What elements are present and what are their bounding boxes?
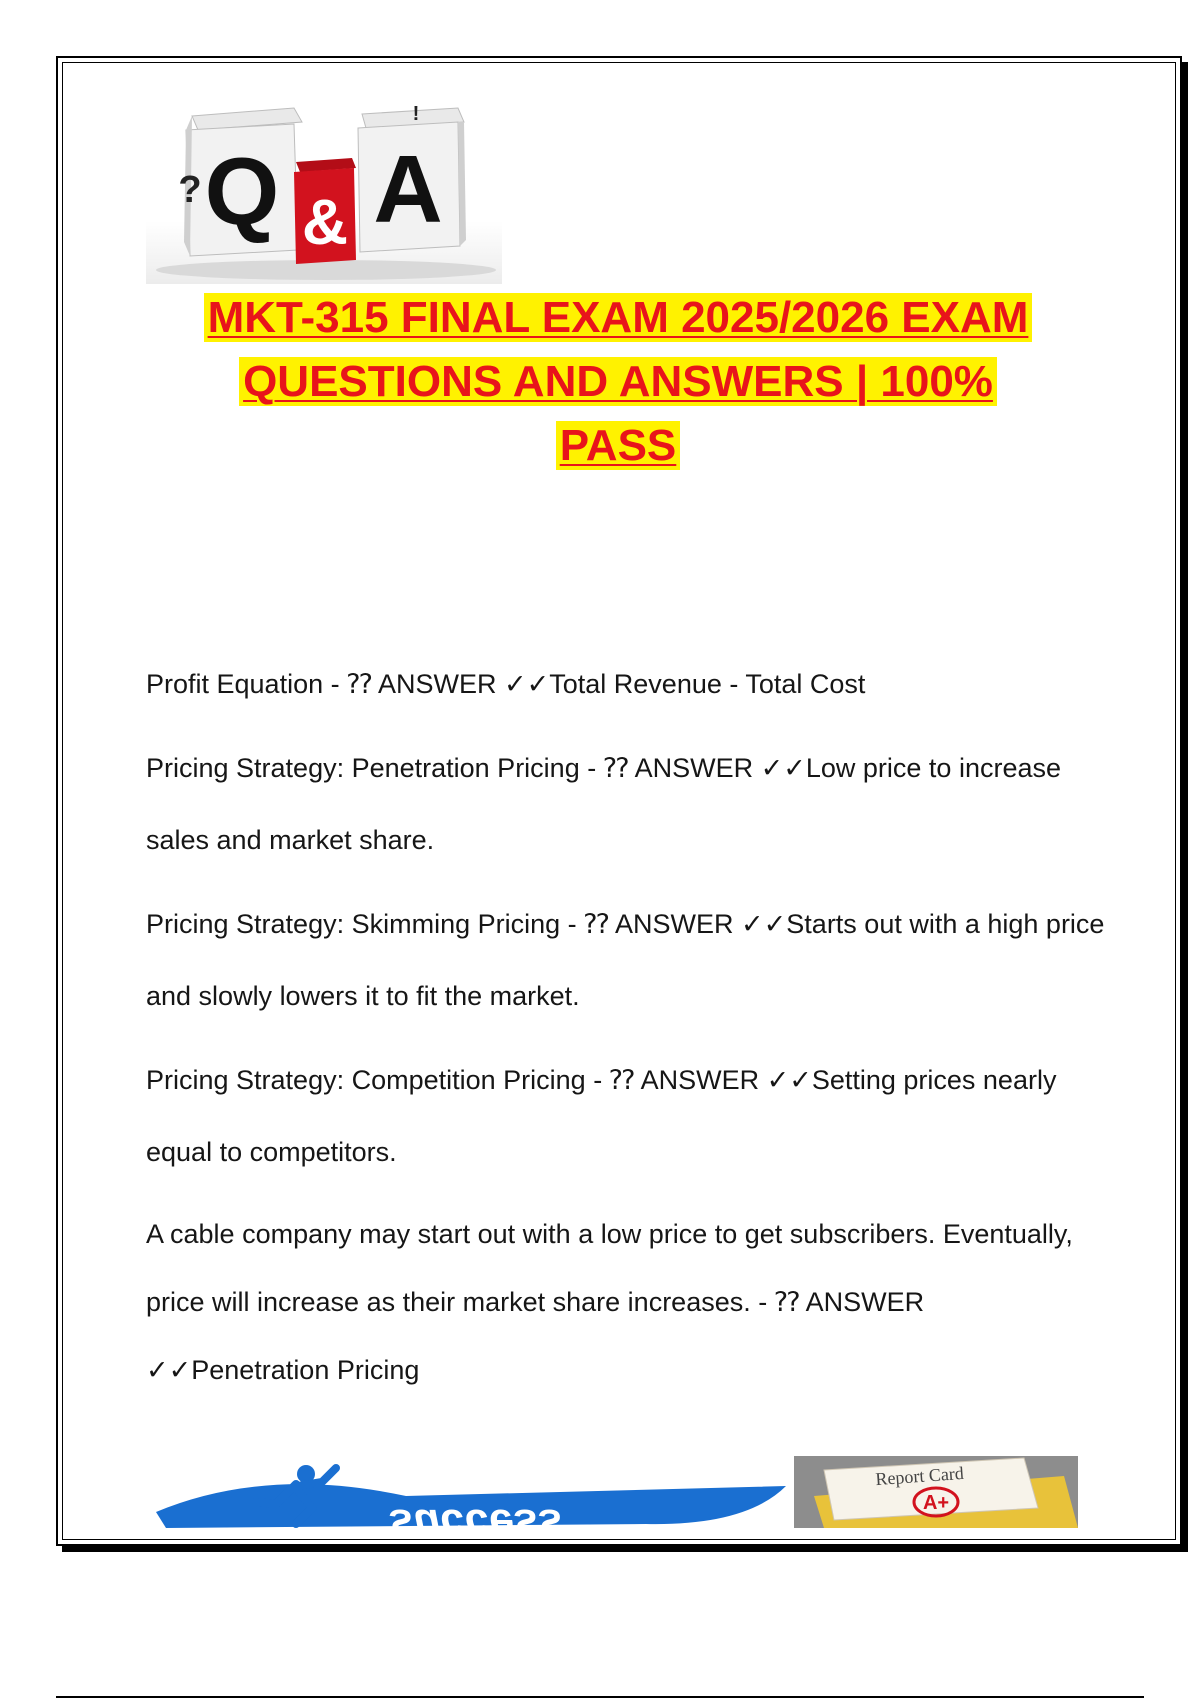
qa-item-profit-equation: Profit Equation - ⁇ ANSWER ✓✓Total Revenue - Total Cost xyxy=(146,669,866,699)
title-line-1: MKT-315 FINAL EXAM 2025/2026 EXAM xyxy=(146,286,1090,350)
report-card-label: Report Card xyxy=(874,1462,965,1490)
die-ampersand xyxy=(294,158,356,264)
die-a xyxy=(358,103,466,252)
qa-dice-logo xyxy=(146,74,502,284)
qa-item-competition-pricing: Pricing Strategy: Competition Pricing - ⁇ ANSWER ✓✓Setting prices nearly equal to competitors. xyxy=(146,1065,1057,1167)
footer-rule xyxy=(56,1696,1144,1698)
report-card-image xyxy=(794,1456,1078,1528)
die-ampersand-symbol: & xyxy=(301,186,349,258)
dice-shadow xyxy=(156,260,496,280)
exam-title xyxy=(146,286,1090,478)
die-q xyxy=(178,108,302,256)
qa-item-penetration-pricing: Pricing Strategy: Penetration Pricing - ⁇ ANSWER ✓✓Low price to increase sales and market share. xyxy=(146,753,1061,855)
qa-item-skimming-pricing: Pricing Strategy: Skimming Pricing - ⁇ ANSWER ✓✓Starts out with a high price and slowly lowers it to fit the market. xyxy=(146,909,1105,1011)
die-q-side-mark: ? xyxy=(178,169,202,211)
title-line-3: PASS xyxy=(146,414,1090,478)
qa-dice-illustration xyxy=(146,74,502,284)
title-line-2: QUESTIONS AND ANSWERS | 100% xyxy=(146,350,1090,414)
die-a-letter: A xyxy=(373,136,443,243)
die-a-top-mark: ! xyxy=(412,103,420,125)
banner-word: success xyxy=(389,1500,563,1530)
grade-text: A+ xyxy=(922,1492,950,1514)
success-banner-image xyxy=(146,1456,790,1530)
die-q-letter: Q xyxy=(204,138,280,245)
qa-list xyxy=(146,648,1106,1416)
success-runner-graphic xyxy=(146,1456,790,1530)
qa-item-cable-company: A cable company may start out with a low price to get subscribers. Eventually, price will increase as their market share increases. - ⁇ ANSWER ✓✓Penetration Pricing xyxy=(146,1219,1073,1385)
report-card-graphic xyxy=(794,1456,1078,1528)
